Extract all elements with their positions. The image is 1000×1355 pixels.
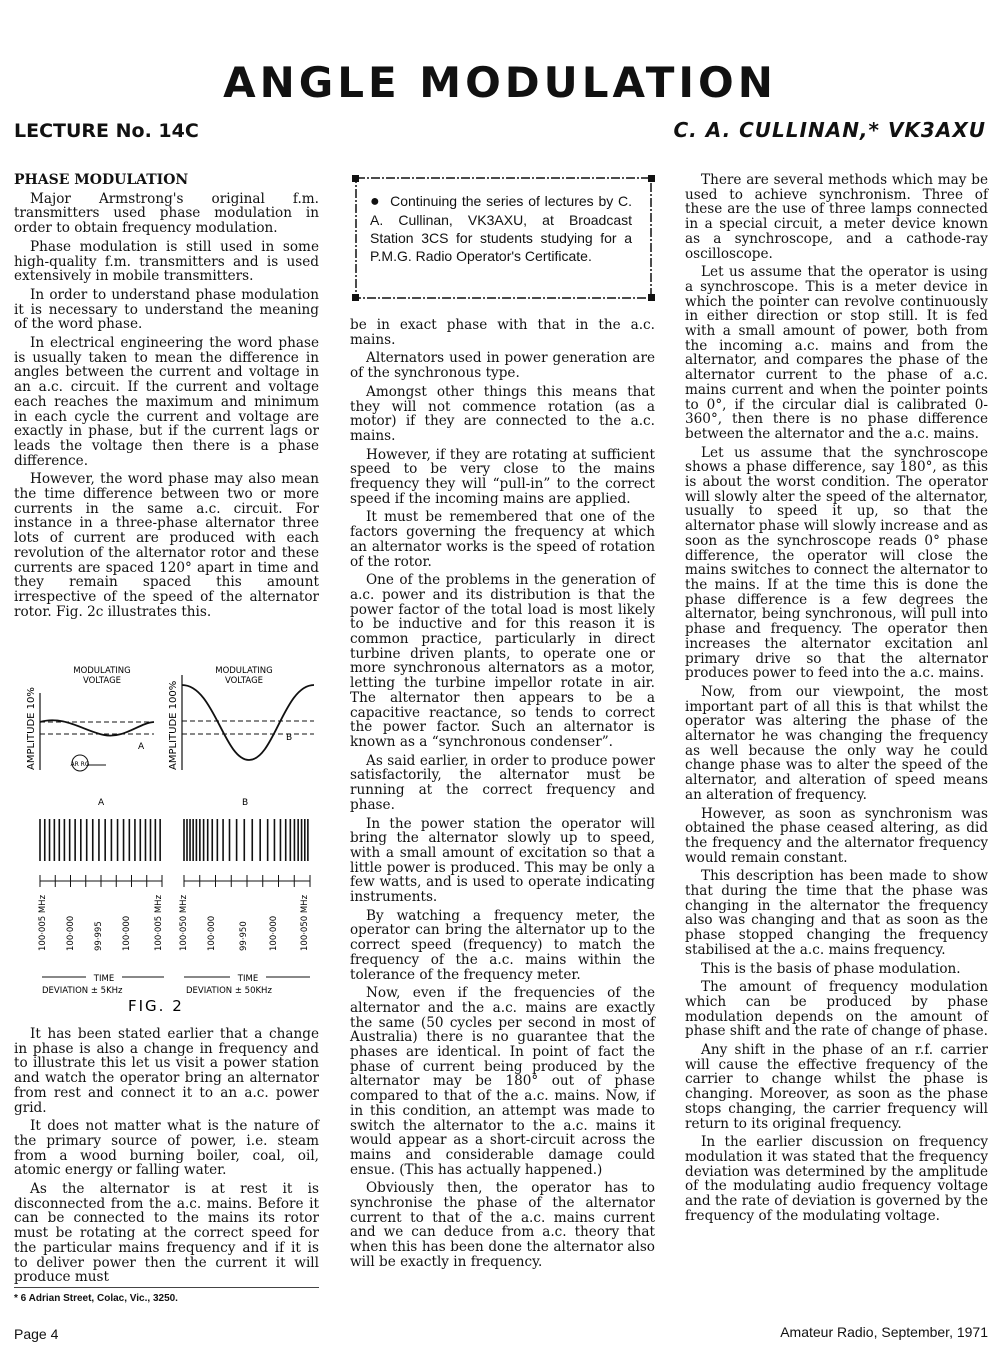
freq-b-4: 100·050 MHz [300,894,310,951]
paragraph: It must be remembered that one of the factors governing the frequency at which an alternator works is the speed of rotation of the rotor. [350,509,655,570]
deviation-b: DEVIATION ± 50KHz [186,986,272,996]
mod-label-a2: VOLTAGE [82,676,122,686]
carrier-label-a: A [98,798,105,808]
carrier-b [184,819,310,887]
paragraph: In order to understand phase modulation it is necessary to understand the meaning of the word phase. [14,286,319,333]
paragraph: In electrical engineering the word phase is usually taken to mean the difference in angles between the current and voltage in an a.c. circuit. If the current and voltage each reaches the maximum and minimum in each cycle the current and voltage are exactly in phase, but if the current lags or leads the voltage then there is a phase difference. [14,335,319,469]
paragraph: However, the word phase may also mean the time difference between two or more currents in the same a.c. circuit. For instance in a three-phase alternator three lots of current are produced with each revolution of the alternator rotor and these currents are spaced 120° apart in time and they remain spaced this amount irrespective of the speed of the alternator rotor. Fig. 2c illustrates this. [14,471,319,620]
page-number: Page 4 [14,1326,59,1342]
carrier-label-b: B [242,798,249,808]
freq-labels-b [179,894,310,951]
paragraph: It does not matter what is the nature of the primary source of power, i.e. steam from a wood burning boiler, coal, oil, atomic energy or falling water. [14,1118,319,1179]
figure-caption: FIG. 2 [128,997,184,1015]
freq-a-4: 100·005 MHz [154,894,164,951]
figure-2-drawing [14,655,324,1017]
paragraph: By watching a frequency meter, the operator can bring the alternator up to the correct speed (frequency) to match the frequency of the a.c. mains within the tolerance of the frequency meter. [350,907,655,983]
lecture-number: LECTURE No. 14C [14,120,199,142]
freq-a-3: 100·000 [122,915,132,951]
footnote-divider [14,1287,319,1288]
freq-a-1: 100·000 [66,915,76,951]
paragraph: Obviously then, the operator has to synchronise the phase of the alternator current to that of the a.c. mains current and we can deduce from a.c. theory that when this has been done the alternator also will be exactly in frequency. [350,1180,655,1270]
paragraph: Now, from our viewpoint, the most important part of all this is that whilst the operator was altering the phase of the alternator he was changing the frequency as well because the only way he could change phase was to alter the speed of the alternator, and alteration of speed means an alteration of frequency. [685,683,988,803]
section-heading: PHASE MODULATION [14,172,189,188]
paragraph: There are several methods which may be used to achieve synchronism. Three of these are the use of three lamps connected in a special circuit, a meter device known as a synchroscope, and a cathode-ray oscilloscope. [685,172,988,262]
paragraph: This description has been made to show that during the time that the phase was changing in the alternator the frequency also was changing and that as soon as the phase stopped changing the frequency stabilised at the a.c. mains frequency. [685,868,988,958]
time-label-a: TIME [93,974,115,984]
paragraph: This is the basis of phase modulation. [701,960,961,977]
bullet-icon: ● [370,193,381,210]
paragraph: As said earlier, in order to produce power satisfactorily, the alternator must be running at the correct frequency and phase. [350,752,655,813]
series-note-text: Continuing the series of lectures by C. A. Cullinan, VK3AXU, at Broadcast Station 3CS for students studying for a P.M.G. Radio Operator's Certificate. [370,193,633,264]
figure-2 [14,655,324,1017]
carrier-a [40,819,162,887]
paragraph: Any shift in the phase of an r.f. carrier will cause the effective frequency of the carrier to change whilst the phase is changing. Moreover, as soon as the phase stops changing, the carrier frequency will return to its original frequency. [685,1042,988,1132]
freq-b-0: 100·050 MHz [179,894,189,951]
paragraph: The amount of frequency modulation which can be produced by phase modulation depends on the amount of phase shift and the rate of change of phase. [685,979,988,1040]
freq-b-2: 99·950 [239,921,249,951]
paragraph: As the alternator is at rest it is disconnected from the a.c. mains. Before it can be connected to the mains its rotor must be rotating at the correct speed for the particular mains frequency and if it is to deliver power then the current it will produce must [14,1181,319,1286]
mod-label-a1: MODULATING [73,666,131,676]
author-byline: C. A. CULLINAN,* VK3AXU [673,118,986,142]
column-1-lower [14,1027,319,1289]
freq-a-2: 99·995 [94,921,104,951]
deviation-a: DEVIATION ± 5KHz [42,986,123,996]
column-3 [685,173,988,1228]
freq-a-0: 100·005 MHz [38,894,48,951]
article-title: ANGLE MODULATION [223,58,777,107]
column-2 [350,318,655,1274]
paragraph: Now, even if the frequencies of the alternator and the a.c. mains are exactly the same (50 cycles per second in most of Australia) there is no guarantee that the phases are identical. In point of fact the phase of current being produced by the alternator may be 180° out of phase compared to that of the a.c. mains. Now, if in this condition, an attempt was made to switch the alternator to the a.c. mains it would appear as a short-circuit across the mains and considerable damage could ensue. (This has actually happened.) [350,985,655,1178]
mod-label-b2: VOLTAGE [224,676,264,686]
paragraph: Amongst other things this means that they will not commence rotation (as a motor) if they are connected to the a.c. mains. [350,383,655,444]
paragraph: Let us assume that the synchroscope shows a phase difference, say 180°, as this is about the worst condition. The operator will slowly alter the speed of the alternator, usually to speed it up, so that the alternator phase will slowly increase and as soon as the synchroscope reads 0° phase difference, the operator will close the mains switches to connect the alternator to the mains. If at the time this is done the phase difference is a few degrees the alternator, being synchronous, will pull into phase and frequency. The operator then increases the alternator excitation anl primary drive so that the alternator produces power to feed into the a.c. mains. [685,444,988,682]
footnote: * 6 Adrian Street, Colac, Vic., 3250. [14,1293,178,1304]
freq-b-3: 100·000 [269,915,279,951]
amplitude-label-b: AMPLITUDE 100% [168,680,179,770]
paragraph: Major Armstrong's original f.m. transmitters used phase modulation in order to obtain frequency modulation. [14,190,319,237]
amplitude-label-a: AMPLITUDE 10% [26,687,37,770]
mod-label-b1: MODULATING [215,666,273,676]
column-1 [14,173,319,623]
wave-label-a: A [138,742,145,752]
time-label-b: TIME [237,974,259,984]
series-note-box [352,172,655,304]
wave-label-b: B [286,733,293,743]
freq-labels-a [38,894,164,951]
paragraph: It has been stated earlier that a change in phase is also a change in frequency and to illustrate this let us visit a power station and watch the operator bring an alternator from rest and connect it to an a.c. power grid. [14,1026,319,1116]
paragraph: Alternators used in power generation are of the synchronous type. [350,350,655,382]
logo-text: AR RG [70,761,90,768]
paragraph: However, if they are rotating at sufficient speed to be very close to the mains frequency they will “pull-in” to the correct speed if the incoming mains are applied. [350,446,655,507]
waveform-b [182,685,314,760]
paragraph: In the power station the operator will bring the alternator slowly up to speed, with a small amount of excitation so that a little power is produced. This may be only a few watts, and is used to operate indicating instruments. [350,815,655,906]
publication-line: Amateur Radio, September, 1971 [780,1324,988,1340]
waveform-a [40,720,154,735]
paragraph: However, as soon as synchronism was obtained the phase ceased altering, as did the frequency and the alternator frequency would remain constant. [685,805,988,866]
paragraph: be in exact phase with that in the a.c. mains. [350,317,655,348]
paragraph: One of the problems in the generation of a.c. power and its distribution is that the power factor of the total load is most likely to be inductive and for this reason it is common practice, particularly in direct turbine driven plants, to operate one or more synchronous alternators as a motor, letting the turbine impellor rotate in air. The alternator then appears to be a capacitive reactance, so tends to correct the power factor. Such an alternator is known as a “synchronous condenser”. [350,572,655,750]
freq-b-1: 100·000 [207,915,217,951]
paragraph: Let us assume that the operator is using a synchroscope. This is a meter device in which the pointer can revolve continuously in either direction or stop still. It is fed with a small amount of power, both from the incoming a.c. mains and from the alternator, and compares the phase of the alternator current to the phase of a.c. mains current and when the pointer points to 0°, if the circular dial is calibrated 0-360°, then there is no phase difference between the alternator and the a.c. mains. [685,264,988,442]
paragraph: Phase modulation is still used in some high-quality f.m. transmitters and is used extensively in mobile transmitters. [14,238,319,285]
paragraph: In the earlier discussion on frequency modulation it was stated that the frequency deviation was determined by the amplitude of the modulating audio frequency voltage and the rate of deviation is governed by the frequency of the modulating voltage. [685,1134,988,1224]
